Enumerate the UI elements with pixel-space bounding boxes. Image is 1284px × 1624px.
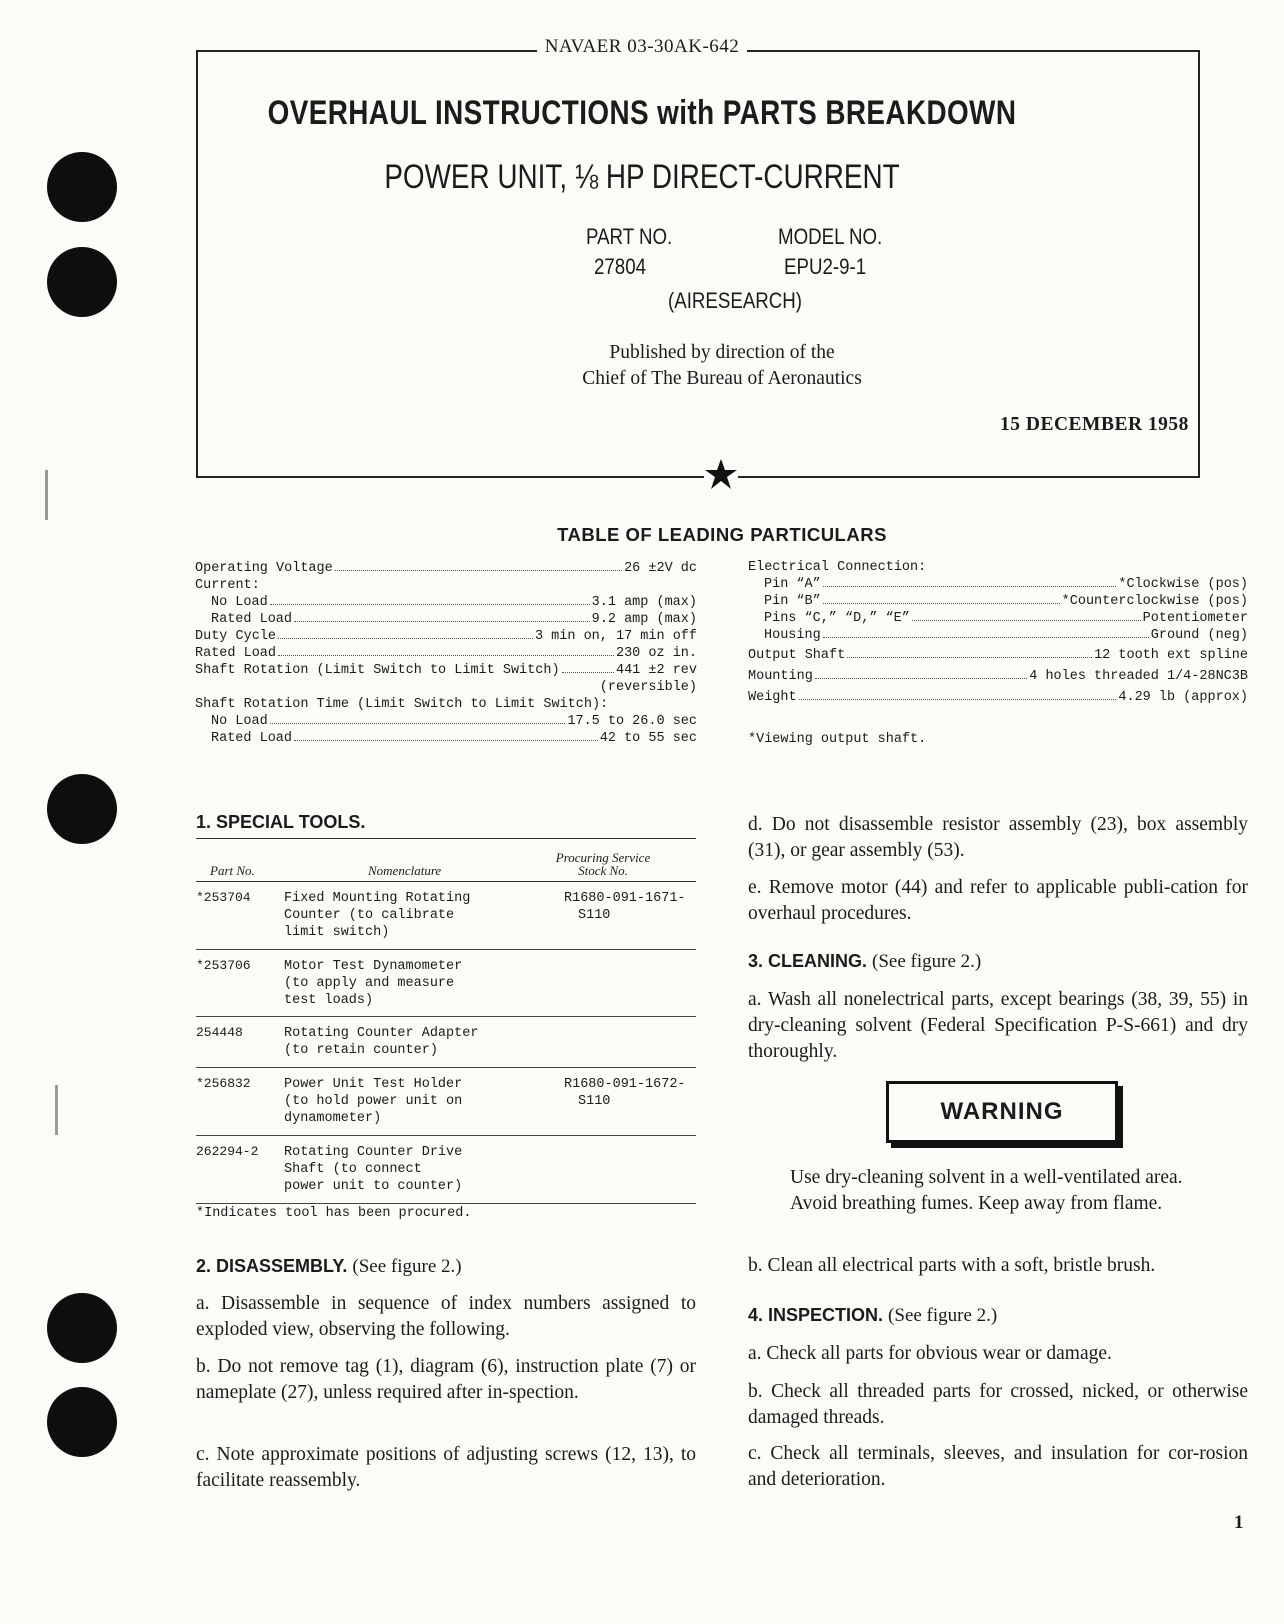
document-title: OVERHAUL INSTRUCTIONS with PARTS BREAKDOWN <box>267 94 1017 132</box>
cleaning-heading: 3. CLEANING. (See figure 2.) <box>748 951 982 972</box>
scan-mark <box>55 1085 58 1135</box>
particular-row: Electrical Connection: <box>748 560 927 575</box>
tool-nomenclature: Rotating Counter Drive Shaft (to connect power unit to counter) <box>284 1145 463 1194</box>
tool-nomenclature: Motor Test Dynamometer (to apply and measure test loads) <box>284 959 463 1008</box>
particular-row: Pin “B” *Counterclockwise (pos) <box>764 594 1248 609</box>
particular-row: No Load 3.1 amp (max) <box>211 595 697 610</box>
disassembly-heading: 2. DISASSEMBLY. (See figure 2.) <box>196 1256 462 1277</box>
particular-row: Pins “C,” “D,” “E” Potentiometer <box>764 611 1248 626</box>
disassembly-d: d. Do not disassemble resistor assembly (23), box assembly (31), or gear assembly (53). <box>748 814 1248 861</box>
tool-part-no: *256832 <box>196 1076 251 1091</box>
warning-text: Use dry-cleaning solvent in a well-ventilated area. Avoid breathing fumes. Keep away from flame. <box>790 1167 1183 1214</box>
publication-date: 15 DECEMBER 1958 <box>1000 414 1189 435</box>
viewing-note: *Viewing output shaft. <box>748 732 927 747</box>
tool-part-no: *253704 <box>196 890 251 905</box>
tools-table-header <box>196 839 696 882</box>
inspection-c: c. Check all terminals, sleeves, and insulation for cor-rosion and deterioration. <box>748 1443 1248 1490</box>
tool-nomenclature: Rotating Counter Adapter (to retain counter) <box>284 1026 479 1058</box>
doc-number: NAVAER 03-30AK-642 <box>0 36 1284 58</box>
particular-row: Duty Cycle 3 min on, 17 min off <box>195 629 697 644</box>
particular-row: Shaft Rotation (Limit Switch to Limit Switch) 441 ±2 rev <box>195 663 697 678</box>
scan-mark <box>45 470 48 520</box>
tools-footnote: *Indicates tool has been procured. <box>196 1206 472 1221</box>
particular-row: No Load 17.5 to 26.0 sec <box>211 714 697 729</box>
particular-row: Weight 4.29 lb (approx) <box>748 690 1248 705</box>
tool-part-no: 262294-2 <box>196 1144 259 1159</box>
tool-nomenclature: Fixed Mounting Rotating Counter (to calibrate limit switch) <box>284 891 471 940</box>
col-part: Part No. <box>210 863 255 878</box>
published-line-2: Chief of The Bureau of Aeronautics <box>582 368 862 389</box>
star-icon <box>704 457 738 491</box>
part-value: 27804 <box>594 254 647 279</box>
particular-row: Pin “A” *Clockwise (pos) <box>764 577 1248 592</box>
inspection-a: a. Check all parts for obvious wear or damage. <box>748 1343 1112 1364</box>
tool-stock-no: R1680-091-1671- S110 <box>564 891 686 923</box>
punch-hole <box>47 774 117 844</box>
table-row <box>196 1068 696 1136</box>
cleaning-a: a. Wash all nonelectrical parts, except bearings (38, 39, 55) in dry-cleaning solvent (Federal Specification P-S-661) and dry thoroughly. <box>748 989 1248 1062</box>
tool-part-no: 254448 <box>196 1025 243 1040</box>
inspection-heading: 4. INSPECTION. (See figure 2.) <box>748 1305 998 1326</box>
particular-row: Rated Load 9.2 amp (max) <box>211 612 697 627</box>
table-row <box>196 1017 696 1068</box>
punch-hole <box>47 1293 117 1363</box>
document-subtitle: POWER UNIT, ⅛ HP DIRECT-CURRENT <box>384 158 900 196</box>
warning-box: WARNING <box>886 1081 1118 1143</box>
special-tools-table <box>196 838 696 1221</box>
manufacturer: (AIRESEARCH) <box>668 288 803 313</box>
particular-row: Rated Load 42 to 55 sec <box>211 731 697 746</box>
part-label: PART NO. <box>586 224 673 249</box>
particular-row: Shaft Rotation Time (Limit Switch to Limit Switch): <box>195 697 609 712</box>
particular-row: Operating Voltage 26 ±2V dc <box>195 561 697 576</box>
published-line-1: Published by direction of the <box>609 342 835 363</box>
punch-hole <box>47 247 117 317</box>
disassembly-b: b. Do not remove tag (1), diagram (6), instruction plate (7) or nameplate (27), unless required after in-spection. <box>196 1356 696 1403</box>
model-label: MODEL NO. <box>778 224 883 249</box>
punch-hole <box>47 152 117 222</box>
tool-part-no: *253706 <box>196 958 251 973</box>
table-row <box>196 950 696 1017</box>
page-number: 1 <box>1234 1512 1244 1533</box>
tool-nomenclature: Power Unit Test Holder (to hold power unit on dynamometer) <box>284 1077 463 1126</box>
disassembly-a: a. Disassemble in sequence of index numbers assigned to exploded view, observing the following. <box>196 1293 696 1340</box>
col-stock: Procuring Service Stock No. <box>555 850 651 878</box>
leading-particulars-title: TABLE OF LEADING PARTICULARS <box>557 524 887 545</box>
table-row <box>196 882 696 950</box>
particular-row: Housing Ground (neg) <box>764 628 1248 643</box>
particular-row: Rated Load 230 oz in. <box>195 646 697 661</box>
special-tools-heading: 1. SPECIAL TOOLS. <box>196 812 366 832</box>
published-by <box>0 340 1284 392</box>
disassembly-c: c. Note approximate positions of adjusting screws (12, 13), to facilitate reassembly. <box>196 1444 696 1491</box>
tool-stock-no: R1680-091-1672- S110 <box>564 1077 686 1109</box>
punch-hole <box>47 1387 117 1457</box>
inspection-b: b. Check all threaded parts for crossed, nicked, or otherwise damaged threads. <box>748 1381 1248 1428</box>
table-row <box>196 1136 696 1204</box>
model-value: EPU2-9-1 <box>784 254 867 279</box>
disassembly-e: e. Remove motor (44) and refer to applicable publi-cation for overhaul procedures. <box>748 877 1248 924</box>
particular-row: Current: <box>195 578 260 593</box>
col-nomenclature: Nomenclature <box>368 863 442 878</box>
particular-row: Output Shaft 12 tooth ext spline <box>748 648 1248 663</box>
particular-row: (reversible) <box>599 680 697 695</box>
cleaning-b: b. Clean all electrical parts with a soft, bristle brush. <box>748 1255 1156 1276</box>
particular-row: Mounting 4 holes threaded 1/4-28NC3B <box>748 669 1248 684</box>
